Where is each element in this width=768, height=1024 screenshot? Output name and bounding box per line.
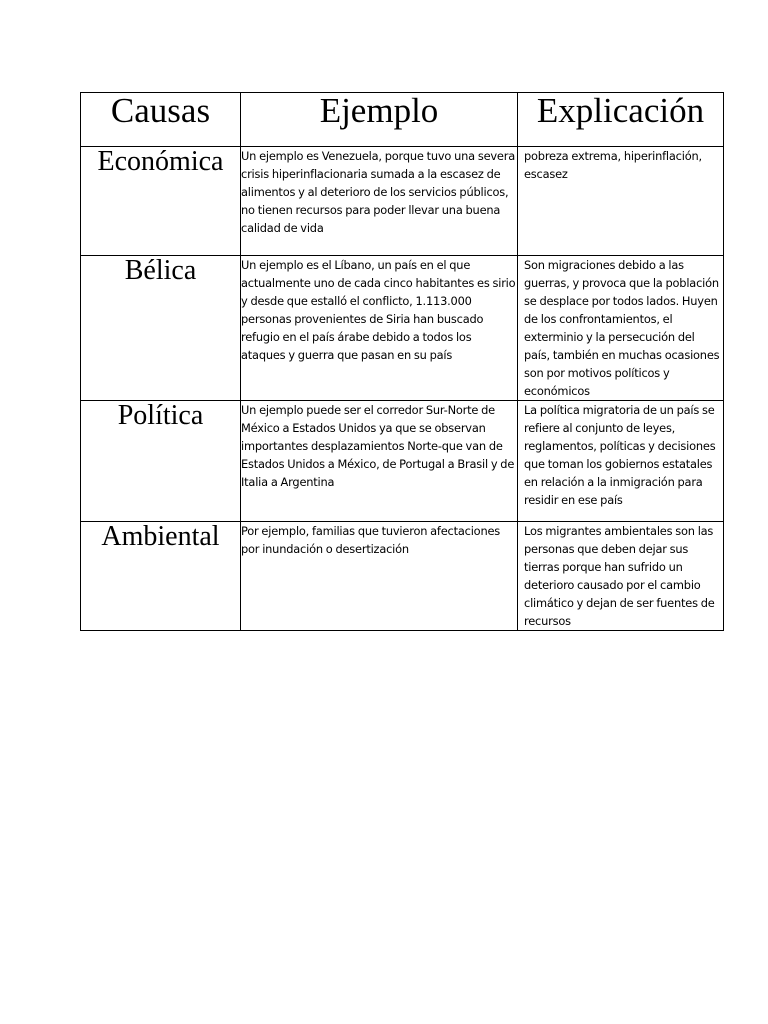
explanation-cell: La política migratoria de un país se refiere al conjunto de leyes, reglamentos, políticas y decisiones que toman los gobiernos estatales en relación a la inmigración para residir en ese país: [518, 401, 724, 522]
table-row: [81, 147, 724, 256]
example-cell: Por ejemplo, familias que tuvieron afectaciones por inundación o desertización: [241, 522, 518, 631]
header-explicacion: Explicación: [518, 93, 724, 147]
example-cell: Un ejemplo puede ser el corredor Sur-Norte de México a Estados Unidos ya que se observan importantes desplazamientos Norte-que van de Estados Unidos a México, de Portugal a Brasil y de Italia a Argentina: [241, 401, 518, 522]
table-row: [81, 401, 724, 522]
header-causas: Causas: [81, 93, 241, 147]
migration-causes-table: [80, 92, 724, 631]
cause-cell: Política: [81, 401, 241, 522]
example-cell: Un ejemplo es Venezuela, porque tuvo una severa crisis hiperinflacionaria sumada a la escasez de alimentos y al deterioro de los servicios públicos, no tienen recursos para poder llevar una buena calidad de vida: [241, 147, 518, 256]
cause-cell: Ambiental: [81, 522, 241, 631]
cause-cell: Bélica: [81, 256, 241, 401]
table-row: [81, 256, 724, 401]
explanation-cell: pobreza extrema, hiperinflación, escasez: [518, 147, 724, 256]
explanation-cell: Son migraciones debido a las guerras, y provoca que la población se desplace por todos lados. Huyen de los confrontamientos, el exterminio y la persecución del país, también en muchas ocasiones son por motivos políticos y económicos: [518, 256, 724, 401]
table-row: [81, 522, 724, 631]
explanation-cell: Los migrantes ambientales son las personas que deben dejar sus tierras porque han sufrido un deterioro causado por el cambio climático y dejan de ser fuentes de recursos: [518, 522, 724, 631]
example-cell: Un ejemplo es el Líbano, un país en el que actualmente uno de cada cinco habitantes es sirio y desde que estalló el conflicto, 1.113.000 personas provenientes de Siria han buscado refugio en el país árabe debido a todos los ataques y guerra que pasan en su país: [241, 256, 518, 401]
table-header-row: [81, 93, 724, 147]
header-ejemplo: Ejemplo: [241, 93, 518, 147]
cause-cell: Económica: [81, 147, 241, 256]
